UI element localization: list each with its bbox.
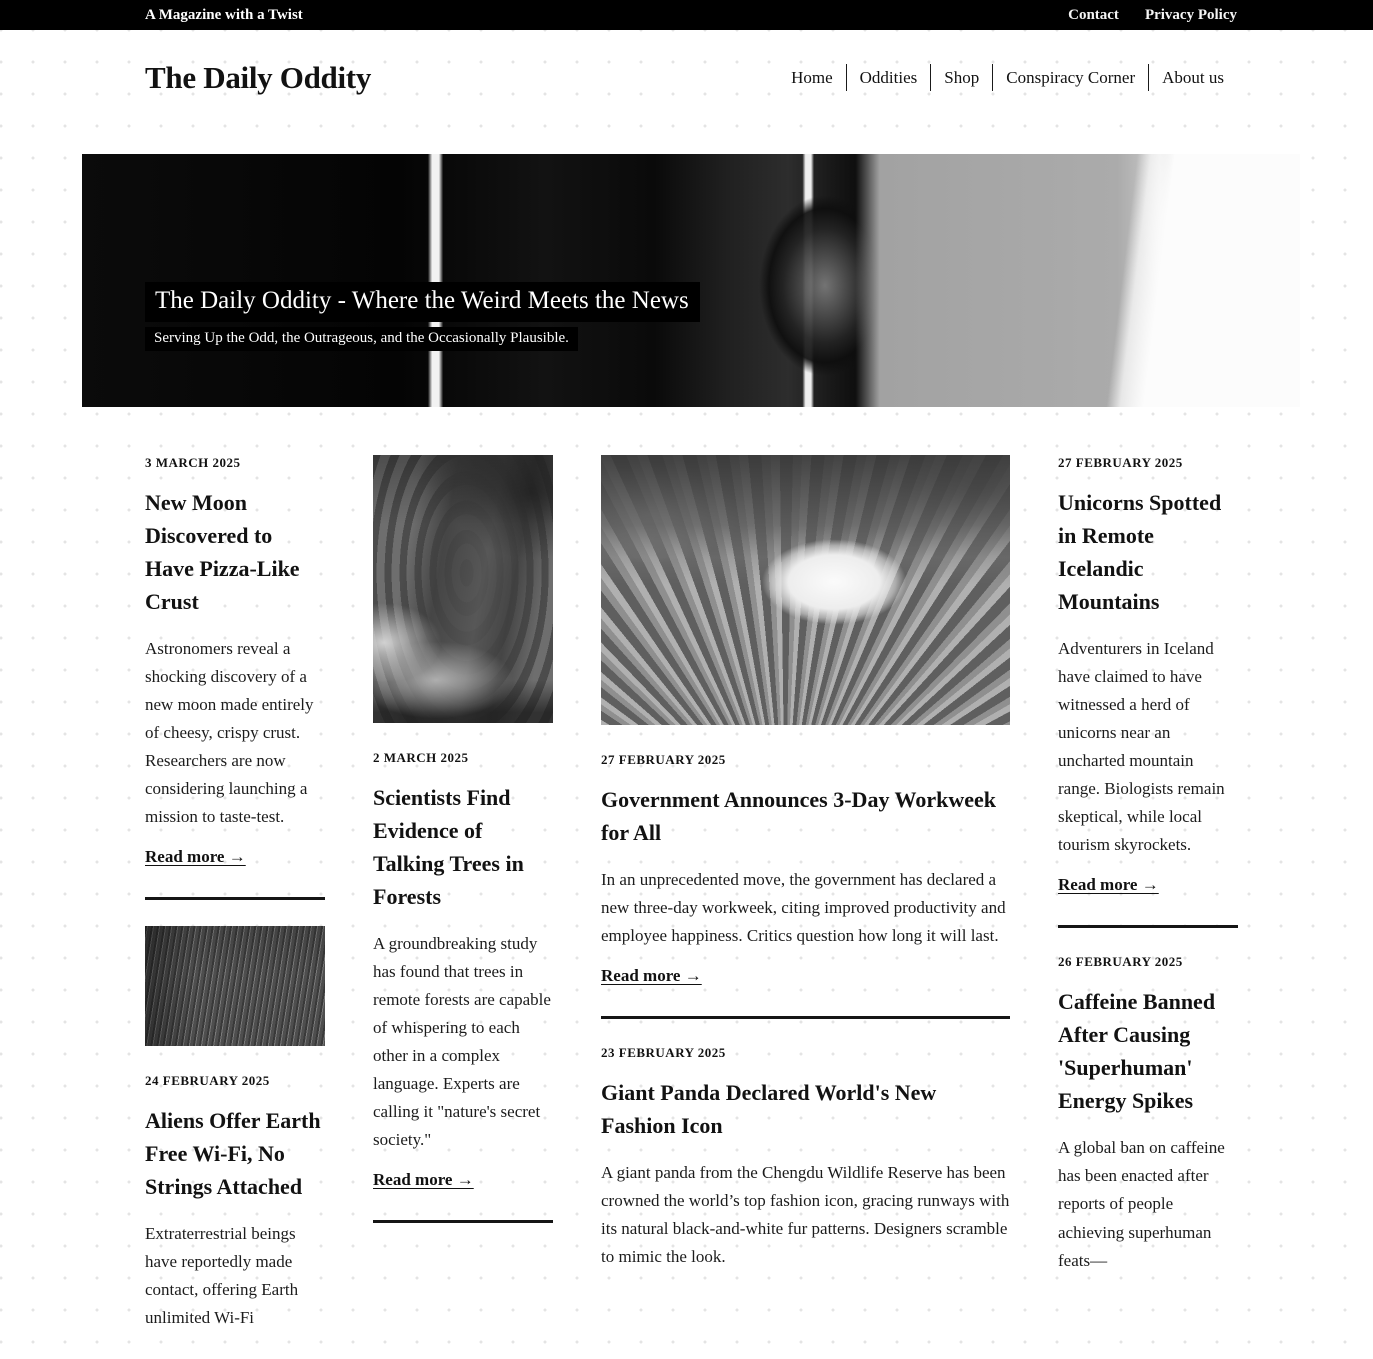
article-title[interactable]: Government Announces 3-Day Workweek for All [601, 787, 996, 845]
article-title[interactable]: Unicorns Spotted in Remote Icelandic Mountains [1058, 490, 1222, 614]
article-excerpt: Extraterrestrial beings have reportedly made contact, offering Earth unlimited Wi-Fi [145, 1224, 299, 1328]
privacy-policy-link[interactable]: Privacy Policy [1144, 6, 1237, 23]
nav-about-us[interactable]: About us [1148, 64, 1237, 92]
topbar-links [1068, 7, 1237, 24]
article-new-moon [145, 455, 325, 900]
top-bar [0, 0, 1373, 30]
article-excerpt: A global ban on caffeine has been enacted after reports of people achieving superhuman feats— [1058, 1138, 1225, 1270]
article-date: 27 FEBRUARY 2025 [601, 752, 726, 767]
article-excerpt: A giant panda from the Chengdu Wildlife Reserve has been crowned the world’s top fashion icon, gracing runways with its natural black-and-white fur patterns. Designers scramble to mimic the look. [601, 1163, 1010, 1267]
article-date: 2 MARCH 2025 [373, 750, 469, 765]
article-date: 24 FEBRUARY 2025 [145, 1073, 270, 1089]
hero-title: The Daily Oddity - Where the Weird Meets the News [145, 282, 700, 322]
article-excerpt: Astronomers reveal a shocking discovery of a new moon made entirely of cheesy, crispy crust. Researchers are now considering launching a mission to taste-test. [145, 639, 314, 827]
article-divider [601, 1016, 1010, 1019]
hero-text-block [145, 282, 700, 351]
nav-shop[interactable]: Shop [930, 64, 992, 92]
site-header [0, 30, 1373, 125]
contact-link[interactable]: Contact [1068, 6, 1119, 23]
article-title[interactable]: New Moon Discovered to Have Pizza-Like Crust [145, 490, 300, 614]
main-nav [778, 64, 1237, 92]
article-talking-trees [373, 455, 553, 1223]
read-more-link[interactable]: Read more → [145, 847, 246, 867]
column-2 [373, 455, 553, 1359]
nav-oddities[interactable]: Oddities [846, 64, 931, 92]
cat-on-bamboo-photo [601, 455, 1010, 725]
article-unicorns [1058, 455, 1238, 928]
olive-tree-photo [373, 455, 553, 723]
column-4 [1058, 455, 1238, 1359]
article-3-day-workweek [601, 455, 1010, 1019]
article-title[interactable]: Aliens Offer Earth Free Wi-Fi, No Strings Attached [145, 1108, 321, 1200]
nav-home[interactable]: Home [791, 67, 833, 87]
hero-subtitle: Serving Up the Odd, the Outrageous, and the Occasionally Plausible. [145, 327, 578, 351]
read-more-link[interactable]: Read more → [373, 1170, 474, 1190]
article-excerpt: A groundbreaking study has found that trees in remote forests are capable of whispering to each other in a complex language. Experts are calling it "nature's secret society." [373, 934, 551, 1150]
article-panda-fashion [601, 1045, 1010, 1271]
nav-conspiracy-corner[interactable]: Conspiracy Corner [992, 64, 1148, 92]
hero-photo [82, 154, 1300, 407]
column-3 [601, 455, 1010, 1359]
fur-texture-photo [145, 926, 325, 1046]
read-more-link[interactable]: Read more → [601, 966, 702, 986]
article-date: 3 MARCH 2025 [145, 455, 241, 470]
article-caffeine-ban [1058, 954, 1238, 1274]
column-1 [145, 455, 325, 1359]
article-title[interactable]: Scientists Find Evidence of Talking Trees in Forests [373, 785, 524, 909]
article-divider [1058, 925, 1238, 928]
article-title[interactable]: Giant Panda Declared World's New Fashion Icon [601, 1080, 937, 1139]
site-tagline: A Magazine with a Twist [145, 6, 303, 23]
article-divider [145, 897, 325, 900]
site-title[interactable]: The Daily Oddity [145, 59, 372, 95]
articles-grid [145, 455, 1237, 1359]
article-date: 26 FEBRUARY 2025 [1058, 954, 1183, 970]
article-excerpt: Adventurers in Iceland have claimed to have witnessed a herd of unicorns near an uncharted mountain range. Biologists remain skeptical, while local tourism skyrockets. [1058, 639, 1225, 855]
article-aliens-wifi [145, 926, 325, 1332]
article-date: 23 FEBRUARY 2025 [601, 1045, 726, 1061]
article-date: 27 FEBRUARY 2025 [1058, 455, 1183, 470]
hero-banner [82, 154, 1300, 407]
article-divider [373, 1220, 553, 1223]
article-title[interactable]: Caffeine Banned After Causing 'Superhuman' Energy Spikes [1058, 989, 1216, 1114]
article-excerpt: In an unprecedented move, the government has declared a new three-day workweek, citing improved productivity and employee happiness. Critics question how long it will last. [601, 870, 1006, 946]
read-more-link[interactable]: Read more → [1058, 875, 1159, 895]
